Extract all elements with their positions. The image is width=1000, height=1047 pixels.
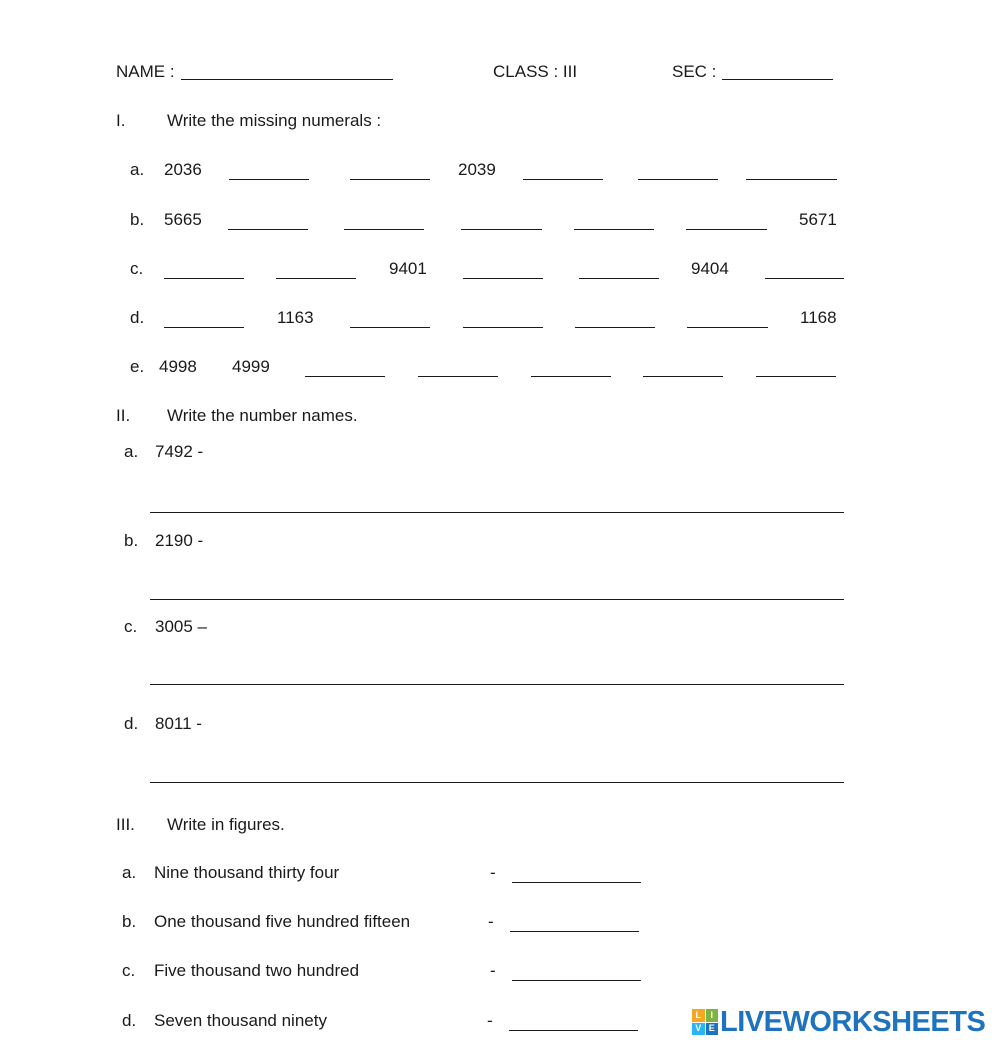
- row-a-given-number: 2036: [164, 160, 202, 179]
- row-d-blank[interactable]: [575, 327, 655, 328]
- row-c-blank[interactable]: [765, 278, 844, 279]
- number-name-d-letter: d.: [124, 714, 139, 733]
- logo-mark-cell: L: [692, 1009, 705, 1022]
- logo-mark-cell: I: [706, 1009, 719, 1022]
- sec-field[interactable]: [722, 79, 833, 80]
- name-label: NAME :: [116, 62, 175, 81]
- row-e-blank[interactable]: [305, 376, 385, 377]
- row-e-blank[interactable]: [756, 376, 836, 377]
- figures-a-answer-blank[interactable]: [512, 882, 641, 883]
- row-d-letter: d.: [130, 308, 145, 327]
- row-d-blank[interactable]: [463, 327, 543, 328]
- number-name-c-letter: c.: [124, 617, 138, 636]
- row-c-blank[interactable]: [276, 278, 356, 279]
- section-3-number: III.: [116, 815, 135, 834]
- number-name-b-prompt: 2190 -: [155, 531, 204, 550]
- row-b-given-number: 5665: [164, 210, 202, 229]
- row-c-given-number: 9404: [691, 259, 729, 278]
- row-a-blank[interactable]: [350, 179, 430, 180]
- number-name-b-answer-line[interactable]: [150, 599, 844, 600]
- figures-c-answer-blank[interactable]: [512, 980, 641, 981]
- row-a-blank[interactable]: [746, 179, 837, 180]
- number-name-d-prompt: 8011 -: [155, 714, 202, 733]
- row-b-given-number: 5671: [799, 210, 837, 229]
- row-e-given-number: 4998: [159, 357, 197, 376]
- number-name-b-letter: b.: [124, 531, 139, 550]
- row-d-given-number: 1163: [277, 308, 314, 327]
- row-d-blank[interactable]: [350, 327, 430, 328]
- figures-d-prompt: Seven thousand ninety: [154, 1011, 327, 1030]
- row-e-blank[interactable]: [531, 376, 611, 377]
- section-1-number: I.: [116, 111, 126, 130]
- section-3-title: Write in figures.: [167, 815, 285, 834]
- figures-a-dash: -: [490, 863, 496, 882]
- row-c-blank[interactable]: [164, 278, 244, 279]
- row-e-blank[interactable]: [418, 376, 498, 377]
- number-name-c-answer-line[interactable]: [150, 684, 844, 685]
- number-name-a-letter: a.: [124, 442, 139, 461]
- figures-c-prompt: Five thousand two hundred: [154, 961, 360, 980]
- section-2-title: Write the number names.: [167, 406, 358, 425]
- row-a-blank[interactable]: [229, 179, 309, 180]
- figures-a-letter: a.: [122, 863, 137, 882]
- logo-mark-cell: V: [692, 1023, 705, 1036]
- row-b-letter: b.: [130, 210, 145, 229]
- figures-d-letter: d.: [122, 1011, 137, 1030]
- figures-a-prompt: Nine thousand thirty four: [154, 863, 340, 882]
- section-1-title: Write the missing numerals :: [167, 111, 382, 130]
- figures-d-answer-blank[interactable]: [509, 1030, 638, 1031]
- figures-b-letter: b.: [122, 912, 137, 931]
- row-c-blank[interactable]: [463, 278, 543, 279]
- row-d-blank[interactable]: [687, 327, 768, 328]
- liveworksheets-brand: LIVEWORKSHEETS: [720, 1005, 986, 1038]
- row-b-blank[interactable]: [686, 229, 767, 230]
- row-a-letter: a.: [130, 160, 145, 179]
- row-b-blank[interactable]: [574, 229, 654, 230]
- row-b-blank[interactable]: [461, 229, 542, 230]
- row-e-letter: e.: [130, 357, 145, 376]
- name-field[interactable]: [181, 79, 393, 80]
- row-b-blank[interactable]: [344, 229, 424, 230]
- row-a-given-number: 2039: [458, 160, 496, 179]
- section-2-number: II.: [116, 406, 131, 425]
- row-d-given-number: 1168: [800, 308, 837, 327]
- row-c-letter: c.: [130, 259, 144, 278]
- sec-label: SEC :: [672, 62, 717, 81]
- figures-b-dash: -: [488, 912, 494, 931]
- number-name-d-answer-line[interactable]: [150, 782, 844, 783]
- row-e-given-number: 4999: [232, 357, 270, 376]
- figures-d-dash: -: [487, 1011, 493, 1030]
- number-name-a-answer-line[interactable]: [150, 512, 844, 513]
- figures-c-letter: c.: [122, 961, 136, 980]
- row-e-blank[interactable]: [643, 376, 723, 377]
- number-name-c-prompt: 3005 –: [155, 617, 207, 636]
- row-a-blank[interactable]: [638, 179, 718, 180]
- liveworksheets-logo-icon: [692, 1009, 718, 1035]
- logo-mark-cell: E: [706, 1023, 719, 1036]
- row-c-given-number: 9401: [389, 259, 427, 278]
- number-name-a-prompt: 7492 -: [155, 442, 204, 461]
- row-a-blank[interactable]: [523, 179, 603, 180]
- class-label: CLASS : III: [493, 62, 578, 81]
- row-b-blank[interactable]: [228, 229, 308, 230]
- liveworksheets-logo: [692, 1006, 985, 1038]
- figures-b-prompt: One thousand five hundred fifteen: [154, 912, 411, 931]
- figures-c-dash: -: [490, 961, 496, 980]
- figures-b-answer-blank[interactable]: [510, 931, 639, 932]
- row-c-blank[interactable]: [579, 278, 659, 279]
- row-d-blank[interactable]: [164, 327, 244, 328]
